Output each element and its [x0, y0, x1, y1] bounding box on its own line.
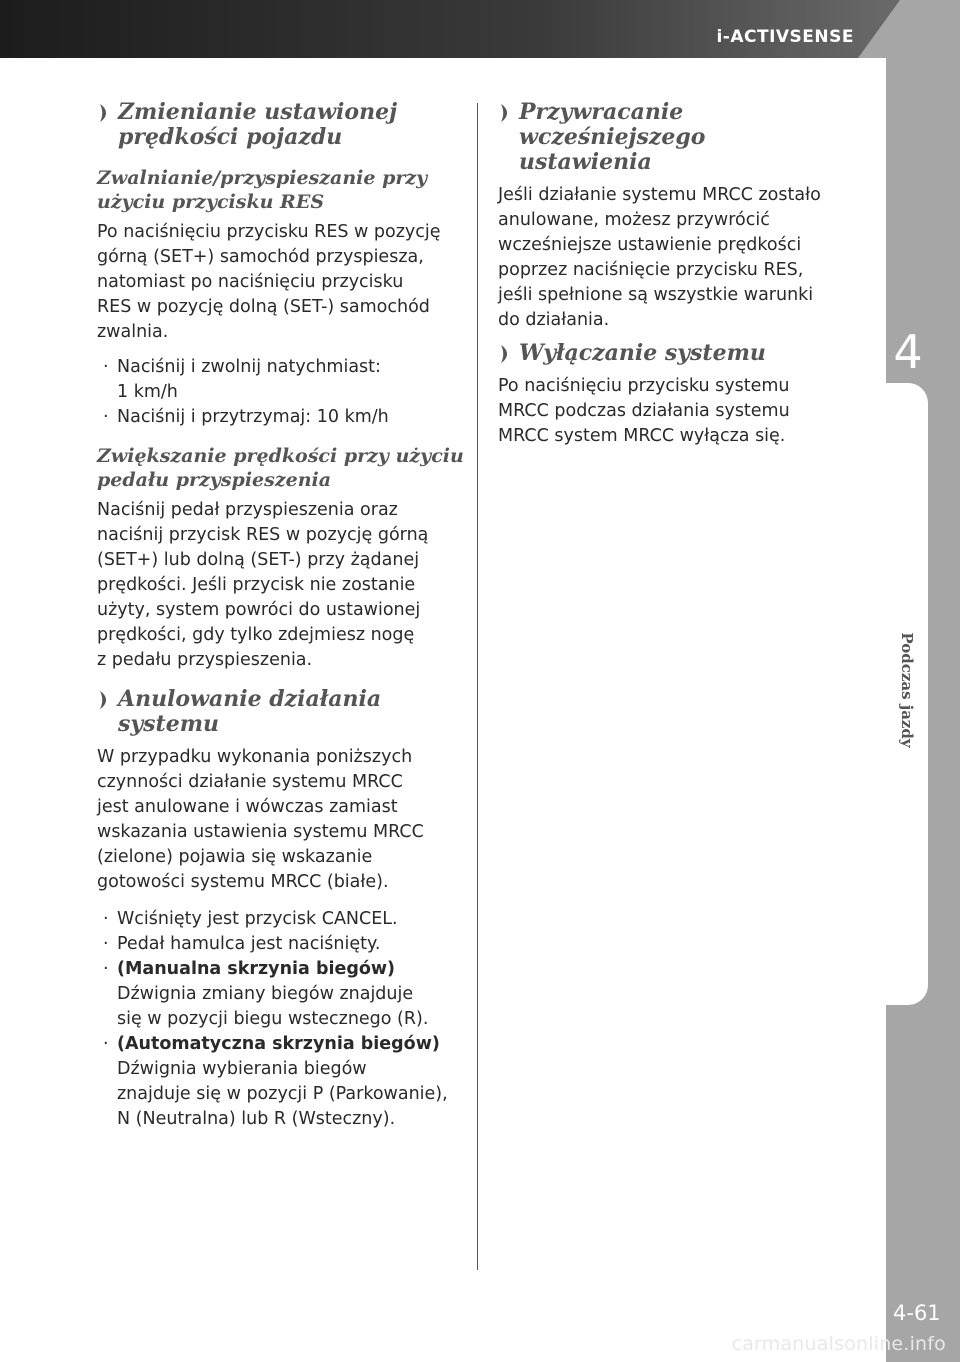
- text-line: Dźwignia zmiany biegów znajduje: [117, 984, 414, 1004]
- subheading-accelerator: [97, 444, 469, 492]
- left-column: [97, 100, 469, 1132]
- text-line: natomiast po naciśnięciu przycisku: [97, 272, 404, 292]
- text-line: jest anulowane i wówczas zamiast: [97, 797, 398, 817]
- text-line: użyty, system powróci do ustawionej: [97, 600, 421, 620]
- section-title: i-ACTIVSENSE: [716, 27, 854, 47]
- bullet-list: [97, 907, 469, 1132]
- section-marker-icon: [500, 345, 512, 363]
- text-line: do działania.: [498, 310, 610, 330]
- text-line: N (Neutralna) lub R (Wsteczny).: [117, 1109, 396, 1129]
- list-item: · Pedał hamulca jest naciśnięty.: [103, 934, 381, 954]
- paragraph-turn-off: [498, 374, 866, 449]
- text-line: Naciśnij i przytrzymaj: 10 km/h: [117, 407, 389, 427]
- text-line: anulowane, możesz przywrócić: [498, 210, 770, 230]
- heading-line: Wyłączanie systemu: [519, 340, 766, 366]
- list-item: · Naciśnij i przytrzymaj: 10 km/h: [103, 407, 389, 427]
- list-item: · Wciśnięty jest przycisk CANCEL.: [103, 909, 398, 929]
- paragraph-restore: [498, 183, 866, 333]
- subheading-line: pedału przyspieszenia: [97, 469, 332, 491]
- page-number: 4-61: [893, 1301, 941, 1325]
- right-column: [498, 100, 866, 449]
- paragraph-res-button: [97, 220, 469, 345]
- section-marker-icon: [500, 104, 512, 122]
- chapter-number: 4: [893, 325, 923, 379]
- text-line: z pedału przyspieszenia.: [97, 650, 313, 670]
- list-item: · Naciśnij i zwolnij natychmiast: 1 km/h: [103, 357, 381, 402]
- chapter-label: Podczas jazdy: [898, 632, 916, 748]
- heading-line: prędkości pojazdu: [118, 124, 343, 150]
- text-line: zwalnia.: [97, 322, 169, 342]
- text-line: Po naciśnięciu przycisku RES w pozycję: [97, 222, 441, 242]
- text-line: czynności działanie systemu MRCC: [97, 772, 403, 792]
- column-divider: [477, 103, 478, 1270]
- text-line: RES w pozycję dolną (SET-) samochód: [97, 297, 430, 317]
- heading-restore: [498, 100, 866, 175]
- text-line: Naciśnij pedał przyspieszenia oraz: [97, 500, 398, 520]
- text-line: Dźwignia wybierania biegów: [117, 1059, 367, 1079]
- text-line: poprzez naciśnięcie przycisku RES,: [498, 260, 804, 280]
- section-marker-icon: [99, 104, 111, 122]
- heading-line: Anulowanie działania: [118, 686, 382, 712]
- section-marker-icon: [99, 691, 111, 709]
- paragraph-cancel: [97, 745, 469, 895]
- bullet-list: [97, 355, 469, 430]
- subheading-res-button: [97, 166, 469, 214]
- text-line: Po naciśnięciu przycisku systemu: [498, 376, 790, 396]
- text-line: Jeśli działanie systemu MRCC zostało: [498, 185, 821, 205]
- heading-cancel: [97, 687, 469, 737]
- text-line: znajduje się w pozycji P (Parkowanie),: [117, 1084, 448, 1104]
- text-line: 1 km/h: [117, 382, 178, 402]
- heading-line: Zmienianie ustawionej: [118, 99, 398, 125]
- text-line: jeśli spełnione są wszystkie warunki: [498, 285, 814, 305]
- text-line: górną (SET+) samochód przyspiesza,: [97, 247, 424, 267]
- page-header: [0, 0, 960, 58]
- text-line: prędkości. Jeśli przycisk nie zostanie: [97, 575, 416, 595]
- heading-line: ustawienia: [519, 149, 652, 175]
- text-line: gotowości systemu MRCC (białe).: [97, 872, 389, 892]
- subheading-line: użyciu przycisku RES: [97, 191, 325, 213]
- text-line: wskazania ustawienia systemu MRCC: [97, 822, 424, 842]
- paragraph-accelerator: [97, 498, 469, 673]
- subheading-line: Zwiększanie prędkości przy użyciu: [97, 445, 464, 467]
- heading-turn-off: [498, 341, 866, 366]
- text-line: (zielone) pojawia się wskazanie: [97, 847, 373, 867]
- text-line: prędkości, gdy tylko zdejmiesz nogę: [97, 625, 415, 645]
- bold-label: (Automatyczna skrzynia biegów): [117, 1034, 440, 1054]
- text-line: (SET+) lub dolną (SET-) przy żądanej: [97, 550, 420, 570]
- list-item: · (Manualna skrzynia biegów) Dźwignia zmiany biegów znajduje się w pozycji biegu wstecznego (R).: [97, 957, 469, 1032]
- text-line: wcześniejsze ustawienie prędkości: [498, 235, 802, 255]
- text-line: MRCC system MRCC wyłącza się.: [498, 426, 786, 446]
- watermark: carmanualsonline.info: [731, 1333, 946, 1355]
- text-line: Pedał hamulca jest naciśnięty.: [117, 934, 381, 954]
- text-line: naciśnij przycisk RES w pozycję górną: [97, 525, 429, 545]
- bold-label: (Manualna skrzynia biegów): [117, 959, 396, 979]
- list-item: · (Automatyczna skrzynia biegów) Dźwignia wybierania biegów znajduje się w pozycji P (Parkowanie), N (Neutralna) lub R (Wsteczny).: [97, 1032, 469, 1132]
- text-line: się w pozycji biegu wstecznego (R).: [117, 1009, 429, 1029]
- text-line: Wciśnięty jest przycisk CANCEL.: [117, 909, 398, 929]
- heading-change-speed: [97, 100, 469, 150]
- text-line: MRCC podczas działania systemu: [498, 401, 790, 421]
- text-line: Naciśnij i zwolnij natychmiast:: [117, 357, 381, 377]
- text-line: W przypadku wykonania poniższych: [97, 747, 413, 767]
- subheading-line: Zwalnianie/przyspieszanie przy: [97, 167, 428, 189]
- heading-line: systemu: [118, 711, 219, 737]
- heading-line: Przywracanie wcześniejszego: [519, 99, 706, 150]
